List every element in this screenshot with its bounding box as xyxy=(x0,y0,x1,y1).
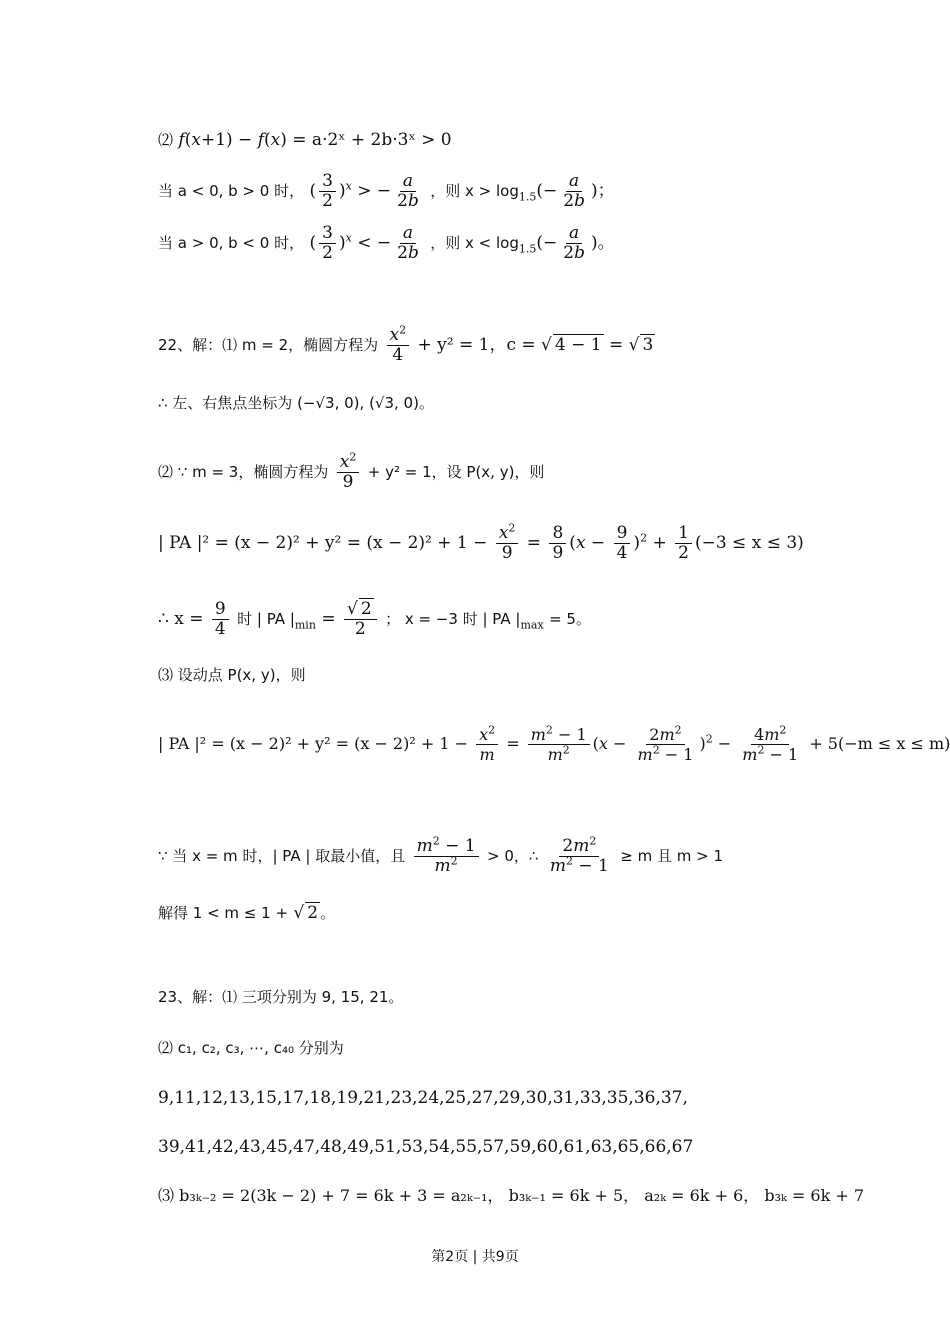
p22-pa3-formula: | PA |² = (x − 2)² + y² = (x − 2)² + 1 − $\frac{x^2}{m}$ = $\frac{m^2 - 1}{m^2}$ (x − $\frac{2m^2}{m^2 - 1}$ )$^2$ − $\frac{4m^2}{m^2 - 1}$ + 5(−m ≤ x ≤ m) xyxy=(158,723,950,764)
p22-solve: 解得 1 < m ≤ 1 + √ 2 。 xyxy=(158,903,336,923)
p22-minmax: ∴ x = $\frac{9}{4}$ 时 | PA $|_{min}$ = $\frac{√ 2}{2}$ ； x = −3 时 | PA $|_{max} = 5$。 xyxy=(158,599,591,639)
page-footer: 第2页 | 共9页 xyxy=(431,1249,519,1265)
p22-part3-head: ⑶ 设动点 P(x, y)，则 xyxy=(158,666,306,684)
p23-seq2: 39,41,42,43,45,47,48,49,51,53,54,55,57,59,60,61,63,65,66,67 xyxy=(158,1137,694,1157)
p23-part2-head: ⑵ c₁, c₂, c₃, ⋯, c₄₀ 分别为 xyxy=(158,1039,344,1057)
p22-head: 22、解：⑴ m = 2，椭圆方程为 $\frac{x^2}{4}$ + y² = 1，c = √ 4 − 1 = √ 3 xyxy=(158,323,654,365)
p23-part3: ⑶ b₃ₖ₋₂ = 2(3k − 2) + 7 = 6k + 3 = a₂ₖ₋₁， b₃ₖ₋₁ = 6k + 5， a₂ₖ = 6k + 6， b₃ₖ = 6k + 7 xyxy=(158,1186,865,1205)
p22-foci: ∴ 左、右焦点坐标为 (−√3, 0), (√3, 0)。 xyxy=(158,394,434,412)
p22-pa-formula: | PA |² = (x − 2)² + y² = (x − 2)² + 1 − $\frac{x^2}{9}$ = $\frac{8}{9}$ (x − $\frac{9}{4}$ )$^2$ + $\frac{1}{2}$ (−3 ≤ x ≤ 3) xyxy=(158,521,804,563)
p21-line3: 当 a > 0, b < 0 时， ( $\frac{3}{2}$ )$^x$ < − $\frac{a}{2b}$ ，则 $x < \log_{1.5}(-$ $\frac{a}{2b}$ )。 xyxy=(158,223,615,263)
p22-part2-head: ⑵ ∵ m = 3，椭圆方程为 $\frac{x^2}{9}$ + y² = 1，设 P(x, y)，则 xyxy=(158,450,545,492)
p21-line1: ⑵ f(x+1) − f(x) = a·2ˣ + 2b·3ˣ > 0 xyxy=(158,130,452,150)
p22-because: ∵ 当 x = m 时，| PA | 取最小值，且 $\frac{m^2 - 1}{m^2}$ > 0，∴ $\frac{2m^2}{m^2 - 1}$ ≥ m 且 m > 1 xyxy=(158,834,724,876)
p23-seq1: 9,11,12,13,15,17,18,19,21,23,24,25,27,29,30,31,33,35,36,37, xyxy=(158,1088,688,1108)
p21-line2: 当 a < 0, b > 0 时， ( $\frac{3}{2}$ )$^x$ > − $\frac{a}{2b}$ ，则 $x > \log_{1.5}(-$ $\frac{a}{2b}$ )； xyxy=(158,171,615,211)
p23-head: 23、解：⑴ 三项分别为 9, 15, 21。 xyxy=(158,988,404,1006)
